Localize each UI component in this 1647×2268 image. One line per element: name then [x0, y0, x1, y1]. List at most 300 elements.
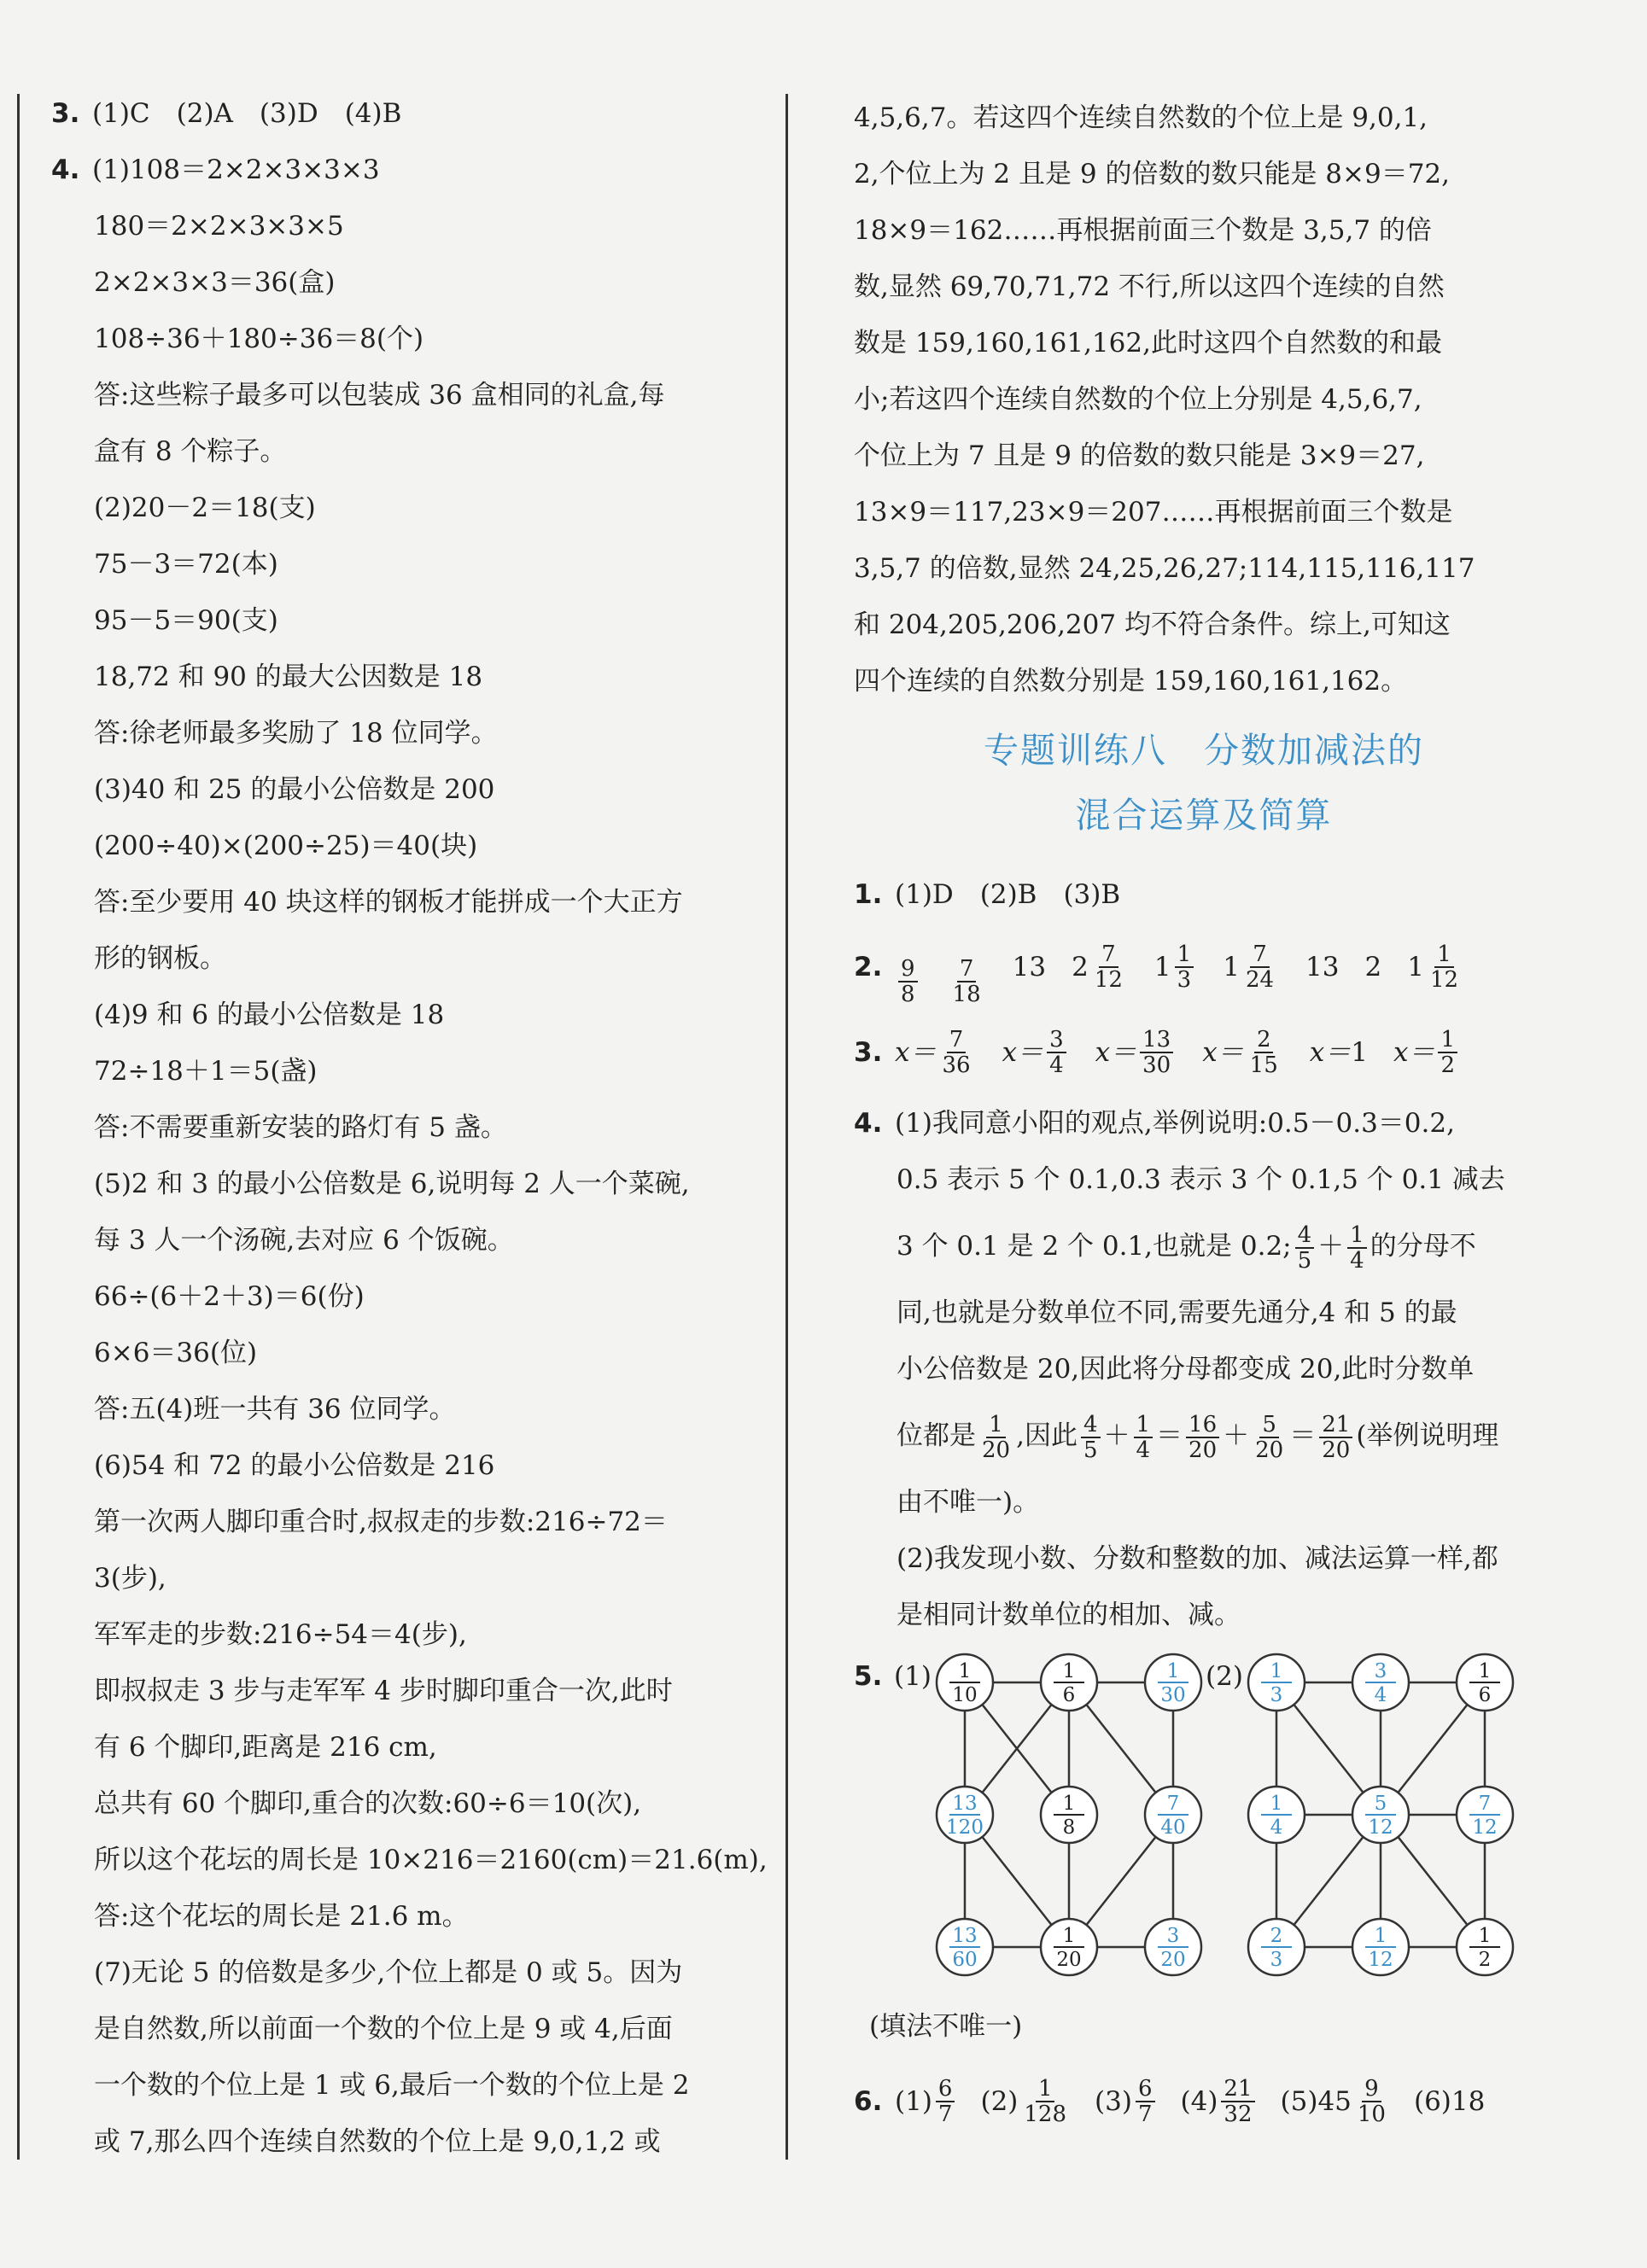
text-line [51, 2001, 751, 2057]
fraction-part [898, 957, 918, 1006]
graph-node [1352, 1919, 1409, 1975]
text-line [51, 2057, 751, 2113]
denominator: 36 [942, 1052, 971, 1078]
fraction-part [936, 2077, 955, 2126]
whole-part: 45 [1317, 2086, 1352, 2117]
text-line: 四个连续的自然数分别是 159,160,161,162。 [854, 666, 1408, 697]
fraction-part [1047, 1028, 1066, 1077]
numerator: 1 [986, 1413, 1006, 1438]
text-line [854, 1474, 1554, 1530]
fraction [1319, 1413, 1352, 1462]
text-line [51, 480, 751, 536]
line-text: (3)40 和 25 的最小公倍数是 200 [94, 774, 495, 805]
text-line [854, 1530, 1554, 1587]
line-text: 位都是 [897, 1420, 976, 1451]
text-line [51, 1212, 751, 1268]
fraction [1081, 1413, 1101, 1462]
question-1 [854, 865, 1554, 924]
text-line [51, 198, 751, 254]
answer-value [1136, 1028, 1177, 1077]
numerator: 7 [957, 957, 977, 982]
node-numerator: 13 [952, 1793, 978, 1815]
line-text: (2)20－2＝18(支) [94, 493, 316, 523]
answer-item [895, 1010, 977, 1095]
fraction-part [1221, 2077, 1254, 2126]
section-title-line2: 混合运算及简算 [1075, 795, 1333, 836]
text-line [51, 761, 751, 818]
line-text: (7)无论 5 的倍数是多少,个位上都是 0 或 5。因为 [94, 1957, 683, 1988]
graph-node [1248, 1654, 1305, 1711]
answer-value [1043, 1028, 1070, 1077]
line-text: 66÷(6＋2＋3)＝6(份) [94, 1281, 365, 1312]
line-text: 18,72 和 90 的最大公因数是 18 [94, 662, 483, 692]
line-text: 答:至少要用 40 块这样的钢板才能拼成一个大正方 [94, 887, 683, 918]
line-text: ＋ [1223, 1420, 1250, 1451]
node-denominator: 12 [1472, 1816, 1498, 1839]
node-denominator: 8 [1062, 1816, 1076, 1839]
text-line [51, 1663, 751, 1719]
question-5-header [854, 1648, 895, 1705]
denominator: 18 [952, 982, 981, 1007]
line-text: 一个数的个位上是 1 或 6,最后一个数的个位上是 2 [94, 2070, 690, 2101]
question-4-number: 4. [854, 1108, 883, 1139]
fraction-part [1140, 1028, 1173, 1077]
graph-2 [1247, 1648, 1520, 1990]
text-line [854, 1285, 1554, 1341]
item-label: (1) [895, 2086, 932, 2117]
fraction [1295, 1223, 1315, 1273]
numerator: 21 [1319, 1413, 1352, 1438]
line-text: 每 3 人一个汤碗,去对应 6 个饭碗。 [94, 1225, 514, 1256]
denominator: 128 [1024, 2102, 1067, 2127]
denominator: 3 [1177, 967, 1192, 993]
denominator: 15 [1249, 1052, 1278, 1078]
graph-label: (2) [1206, 1661, 1243, 1692]
node-numerator: 7 [1478, 1793, 1492, 1815]
variable-prefix: x＝ [895, 1037, 937, 1068]
node-numerator: 1 [1374, 1925, 1387, 1947]
text-line: 2,个位上为 2 且是 9 的倍数的数只能是 8×9＝72, [854, 159, 1451, 189]
node-numerator: 1 [1478, 1660, 1492, 1682]
line-text: 答:这个花坛的周长是 21.6 m。 [94, 1901, 469, 1932]
answer-item [895, 2055, 958, 2148]
node-numerator: 1 [1270, 1793, 1283, 1815]
node-numerator: 5 [1374, 1793, 1387, 1815]
fraction-part [1355, 2077, 1388, 2126]
numerator: 1 [1438, 1028, 1457, 1053]
text-line [51, 1719, 751, 1775]
whole-part: 1 [1351, 1037, 1368, 1068]
line-text: 军军走的步数:216÷54＝4(步), [94, 1619, 467, 1650]
whole-part: 1 [1407, 952, 1424, 982]
whole-part: 2 [1364, 952, 1382, 982]
node-denominator: 3 [1270, 1949, 1283, 1971]
text-line [51, 1325, 751, 1381]
text-line [51, 987, 751, 1043]
line-text: 答:这些粽子最多可以包装成 36 盒相同的礼盒,每 [94, 380, 665, 411]
fraction-part [1175, 942, 1194, 992]
answer-value [1317, 2055, 1392, 2148]
line-text: 答:五(4)班一共有 36 位同学。 [94, 1394, 456, 1425]
graph-label: (1) [894, 1661, 932, 1692]
numerator: 1 [1434, 942, 1454, 968]
graph-node [1457, 1654, 1513, 1711]
node-denominator: 3 [1270, 1684, 1283, 1706]
text-line: 数是 159,160,161,162,此时这四个自然数的和最 [854, 328, 1442, 359]
answer-item [1002, 1010, 1070, 1095]
line-text: 6×6＝36(位) [94, 1338, 258, 1368]
denominator: 7 [937, 2102, 953, 2127]
fraction-part [1428, 942, 1461, 992]
fraction-part [1438, 1028, 1457, 1077]
line-text: 是自然数,所以前面一个数的个位上是 9 或 4,后面 [94, 2014, 673, 2044]
text-line [51, 311, 751, 367]
text-line [854, 1397, 1554, 1474]
whole-part: 13 [1305, 952, 1340, 982]
answer-item [1414, 2055, 1485, 2148]
text-line [51, 1156, 751, 1212]
node-denominator: 12 [1368, 1949, 1393, 1971]
variable-prefix: x＝ [1002, 1037, 1044, 1068]
answer-value [1013, 924, 1046, 1010]
graph-1 [935, 1648, 1208, 1990]
denominator: 12 [1429, 967, 1459, 993]
line-text: 第一次两人脚印重合时,叔叔走的步数:216÷72＝ [94, 1507, 668, 1537]
line-text: 108÷36＋180÷36＝8(个) [94, 324, 424, 354]
node-denominator: 60 [952, 1949, 978, 1971]
fraction-part [1136, 2077, 1155, 2126]
node-numerator: 7 [1166, 1793, 1180, 1815]
line-text: (5)2 和 3 的最小公倍数是 6,说明每 2 人一个菜碗, [94, 1169, 690, 1199]
node-denominator: 10 [952, 1684, 978, 1706]
item-label: (5) [1280, 2086, 1318, 2117]
node-denominator: 6 [1062, 1684, 1076, 1706]
line-text: ＝ [1289, 1420, 1317, 1451]
text-line [854, 1208, 1554, 1285]
line-text: 所以这个花坛的周长是 10×216＝2160(cm)＝21.6(m), [94, 1845, 768, 1875]
question-2 [854, 924, 1554, 1010]
graph-node [1352, 1787, 1409, 1843]
whole-part: 18 [1451, 2086, 1486, 2117]
column-divider [786, 94, 788, 2160]
numerator: 1 [1036, 2077, 1055, 2102]
graph-node [937, 1919, 993, 1975]
line-text: (6)54 和 72 的最小公倍数是 216 [94, 1450, 495, 1481]
text-line [51, 592, 751, 649]
answer-value [1434, 1028, 1461, 1077]
left-margin-rule [17, 94, 20, 2160]
variable-prefix: x＝ [1393, 1037, 1435, 1068]
answer-item [1095, 2055, 1158, 2148]
node-denominator: 20 [1056, 1949, 1082, 1971]
denominator: 12 [1094, 967, 1123, 993]
denominator: 8 [901, 982, 915, 1007]
item-label: (2) [980, 2086, 1019, 2117]
node-denominator: 40 [1160, 1816, 1186, 1839]
fraction-part [950, 957, 984, 1006]
denominator: 24 [1245, 967, 1275, 993]
answer-item [1181, 2055, 1259, 2148]
line-text: 盒有 8 个粽子。 [94, 436, 287, 467]
text-line: 3,5,7 的倍数,显然 24,25,26,27;114,115,116,117 [854, 553, 1475, 584]
question-number: 4. [51, 155, 80, 185]
denominator: 30 [1142, 1052, 1171, 1078]
text-line [51, 649, 751, 705]
graph-node [1457, 1919, 1513, 1975]
graph-node [1145, 1654, 1201, 1711]
item-label: (3) [1095, 2086, 1132, 2117]
section-title-line1: 专题训练八 分数加减法的 [984, 730, 1424, 771]
line-text: 180＝2×2×3×3×5 [94, 211, 344, 242]
question-3-number: 3. [854, 1037, 883, 1068]
numerator: 1 [1175, 942, 1194, 968]
numerator: 6 [936, 2077, 955, 2102]
continuation-text [854, 90, 1554, 709]
graph-node [1457, 1787, 1513, 1843]
fraction [1134, 1413, 1153, 1462]
text-line [51, 142, 751, 198]
text-line [51, 536, 751, 592]
fraction-part [1092, 942, 1125, 992]
fraction [979, 1413, 1013, 1462]
text-line [51, 2113, 751, 2170]
line-text: 2×2×3×3＝36(盒) [94, 267, 336, 298]
line-text: ＝ [1156, 1420, 1183, 1451]
line-text: 即叔叔走 3 步与走军军 4 步时脚印重合一次,此时 [94, 1676, 673, 1706]
variable-prefix: x＝ [1309, 1037, 1352, 1068]
text-line: 4,5,6,7。若这四个连续自然数的个位上是 9,0,1, [854, 102, 1428, 133]
node-numerator: 13 [952, 1925, 978, 1947]
fraction [1347, 1223, 1367, 1273]
line-text: 同,也就是分数单位不同,需要先通分,4 和 5 的最 [897, 1297, 1457, 1328]
text-line: 小;若这四个连续自然数的个位上分别是 4,5,6,7, [854, 384, 1422, 415]
denominator: 20 [1255, 1437, 1284, 1463]
fraction-part [1247, 1028, 1281, 1077]
graph-node [937, 1787, 993, 1843]
node-denominator: 2 [1478, 1949, 1492, 1971]
line-text: (2)我发现小数、分数和整数的加、减法运算一样,都 [897, 1543, 1498, 1574]
graph-node [1352, 1654, 1409, 1711]
node-numerator: 1 [958, 1660, 972, 1682]
text-line: 个位上为 7 且是 9 的倍数的数只能是 3×9＝27, [854, 440, 1425, 471]
node-numerator: 1 [1270, 1660, 1283, 1682]
node-numerator: 1 [1166, 1660, 1180, 1682]
text-line [51, 254, 751, 311]
node-denominator: 4 [1374, 1684, 1387, 1706]
line-text: (1)C (2)A (3)D (4)B [92, 98, 402, 129]
node-denominator: 6 [1478, 1684, 1492, 1706]
graph-node [1248, 1919, 1305, 1975]
section-title [854, 718, 1554, 848]
text-line [51, 1043, 751, 1099]
node-denominator: 120 [946, 1816, 984, 1839]
question-5-note: (填法不唯一) [869, 2011, 1023, 2042]
numerator: 3 [1047, 1028, 1066, 1053]
text-line [51, 85, 751, 142]
answer-item [1310, 1010, 1368, 1095]
node-denominator: 20 [1160, 1949, 1186, 1971]
answer-value [1351, 1010, 1368, 1095]
answer-item [1202, 1010, 1284, 1095]
denominator: 4 [1049, 1052, 1064, 1078]
numerator: 4 [1295, 1223, 1315, 1249]
denominator: 4 [1136, 1437, 1151, 1463]
answer-item [1393, 1010, 1461, 1095]
line-text: (200÷40)×(200÷25)＝40(块) [94, 831, 478, 861]
answer-value [1072, 924, 1129, 1010]
item-label: (4) [1180, 2086, 1218, 2117]
variable-prefix: x＝ [1095, 1037, 1137, 1068]
text-line: 数,显然 69,70,71,72 不行,所以这四个连续的自然 [854, 271, 1445, 302]
question-5-number: 5. [854, 1661, 883, 1692]
node-numerator: 1 [1062, 1793, 1076, 1815]
node-numerator: 1 [1062, 1925, 1076, 1947]
line-text: (举例说明理 [1356, 1420, 1499, 1451]
line-text: (4)9 和 6 的最小公倍数是 18 [94, 1000, 445, 1030]
denominator: 2 [1440, 1052, 1456, 1078]
numerator: 1 [1347, 1223, 1367, 1249]
line-text: 0.5 表示 5 个 0.1,0.3 表示 3 个 0.1,5 个 0.1 减去 [897, 1164, 1505, 1195]
answer-value [1244, 1028, 1284, 1077]
numerator: 7 [1250, 942, 1270, 968]
text-line [51, 1888, 751, 1944]
line-text: 72÷18＋1＝5(盏) [94, 1056, 318, 1087]
text-line [51, 1944, 751, 2001]
text-line [51, 1832, 768, 1888]
answer-value [947, 957, 987, 1006]
whole-part: 13 [1012, 952, 1047, 982]
numerator: 9 [1362, 2077, 1381, 2102]
answer-value [1154, 924, 1197, 1010]
left-column [51, 85, 768, 2170]
text-line [854, 1095, 1554, 1151]
text-line [51, 1381, 751, 1437]
line-text: ＋ [1317, 1231, 1345, 1262]
fraction [1253, 1413, 1286, 1462]
line-text: 有 6 个脚印,距离是 216 cm, [94, 1732, 437, 1763]
line-text: (1)我同意小阳的观点,举例说明:0.5－0.3＝0.2, [895, 1108, 1455, 1139]
answer-item [1095, 1010, 1177, 1095]
text-line [51, 1550, 751, 1606]
graph-node [1041, 1919, 1097, 1975]
item-label: (6) [1413, 2086, 1451, 2117]
answer-value [1218, 2077, 1258, 2126]
node-numerator: 3 [1166, 1925, 1180, 1947]
denominator: 5 [1297, 1247, 1312, 1274]
text-line [51, 818, 751, 874]
line-text: 小公倍数是 20,因此将分母都变成 20,此时分数单 [897, 1354, 1475, 1385]
answer-value [936, 1028, 976, 1077]
text-line [51, 1268, 751, 1325]
answer-value [1407, 924, 1464, 1010]
numerator: 5 [1259, 1413, 1279, 1438]
node-numerator: 2 [1270, 1925, 1283, 1947]
numerator: 16 [1186, 1413, 1219, 1438]
numerator: 21 [1221, 2077, 1254, 2102]
line-text: 3 个 0.1 是 2 个 0.1,也就是 0.2; [897, 1231, 1292, 1262]
answer-item [1281, 2055, 1392, 2148]
fraction-part [1243, 942, 1276, 992]
question-number: 3. [51, 98, 80, 129]
line-text: 总共有 60 个脚印,重合的次数:60÷6＝10(次), [94, 1788, 642, 1819]
line-text: 或 7,那么四个连续自然数的个位上是 9,0,1,2 或 [94, 2126, 661, 2157]
right-column [854, 90, 1554, 2148]
text-line [51, 874, 751, 930]
question-2-number: 2. [854, 952, 883, 982]
text-line [854, 1587, 1554, 1643]
line-text: 答:不需要重新安装的路灯有 5 盏。 [94, 1112, 507, 1143]
node-denominator: 30 [1160, 1684, 1186, 1706]
graph-node [1041, 1654, 1097, 1711]
line-text: 由不唯一)。 [897, 1487, 1040, 1518]
text-line [51, 1775, 751, 1832]
numerator: 7 [947, 1028, 967, 1053]
graph-node [1145, 1787, 1201, 1843]
answer-value [1223, 924, 1280, 1010]
denominator: 20 [1322, 1437, 1351, 1463]
numerator: 2 [1254, 1028, 1274, 1053]
fraction-part [1021, 2077, 1069, 2126]
line-text: 75－3＝72(本) [94, 549, 278, 580]
denominator: 4 [1350, 1247, 1364, 1274]
denominator: 20 [982, 1437, 1011, 1463]
answer-value [1018, 2077, 1072, 2126]
whole-part: 1 [1223, 952, 1240, 982]
question-1-number: 1. [854, 879, 883, 910]
graph-node [937, 1654, 993, 1711]
answer-value [895, 957, 921, 1006]
text-line: 13×9＝117,23×9＝207……再根据前面三个数是 [854, 497, 1453, 528]
text-line [51, 423, 751, 480]
numerator: 7 [1099, 942, 1118, 968]
denominator: 10 [1357, 2102, 1386, 2127]
answer-value [1364, 924, 1381, 1010]
answer-item [980, 2055, 1072, 2148]
answer-value [1132, 2077, 1159, 2126]
graph-node [1041, 1787, 1097, 1843]
whole-part: 1 [1153, 952, 1171, 982]
line-text: 95－5＝90(支) [94, 605, 278, 636]
question-4 [854, 1095, 1554, 1643]
answer-value [932, 2077, 959, 2126]
denominator: 5 [1083, 1437, 1098, 1463]
variable-prefix: x＝ [1202, 1037, 1244, 1068]
question-5 [854, 1648, 1554, 1998]
answer-value [1451, 2055, 1485, 2148]
graph-node [1145, 1919, 1201, 1975]
numerator: 4 [1081, 1413, 1101, 1438]
graph-node [1248, 1787, 1305, 1843]
text-line [51, 1494, 751, 1550]
node-numerator: 3 [1374, 1660, 1387, 1682]
text-line [51, 930, 751, 987]
numerator: 1 [1134, 1413, 1153, 1438]
line-text: 形的钢板。 [94, 943, 226, 974]
text-line: 18×9＝162……再根据前面三个数是 3,5,7 的倍 [854, 215, 1432, 246]
line-text: 的分母不 [1370, 1231, 1476, 1262]
text-line [51, 705, 751, 761]
question-1-answer: (1)D (2)B (3)B [895, 879, 1121, 910]
denominator: 7 [1137, 2102, 1153, 2127]
question-3 [854, 1010, 1554, 1095]
line-text: 是相同计数单位的相加、减。 [897, 1600, 1241, 1630]
fraction-part [939, 1028, 972, 1077]
line-text: ＋ [1103, 1420, 1130, 1451]
line-text: (1)108＝2×2×3×3×3 [92, 155, 380, 185]
denominator: 32 [1224, 2102, 1253, 2127]
whole-part: 2 [1072, 952, 1089, 982]
node-numerator: 1 [1478, 1925, 1492, 1947]
